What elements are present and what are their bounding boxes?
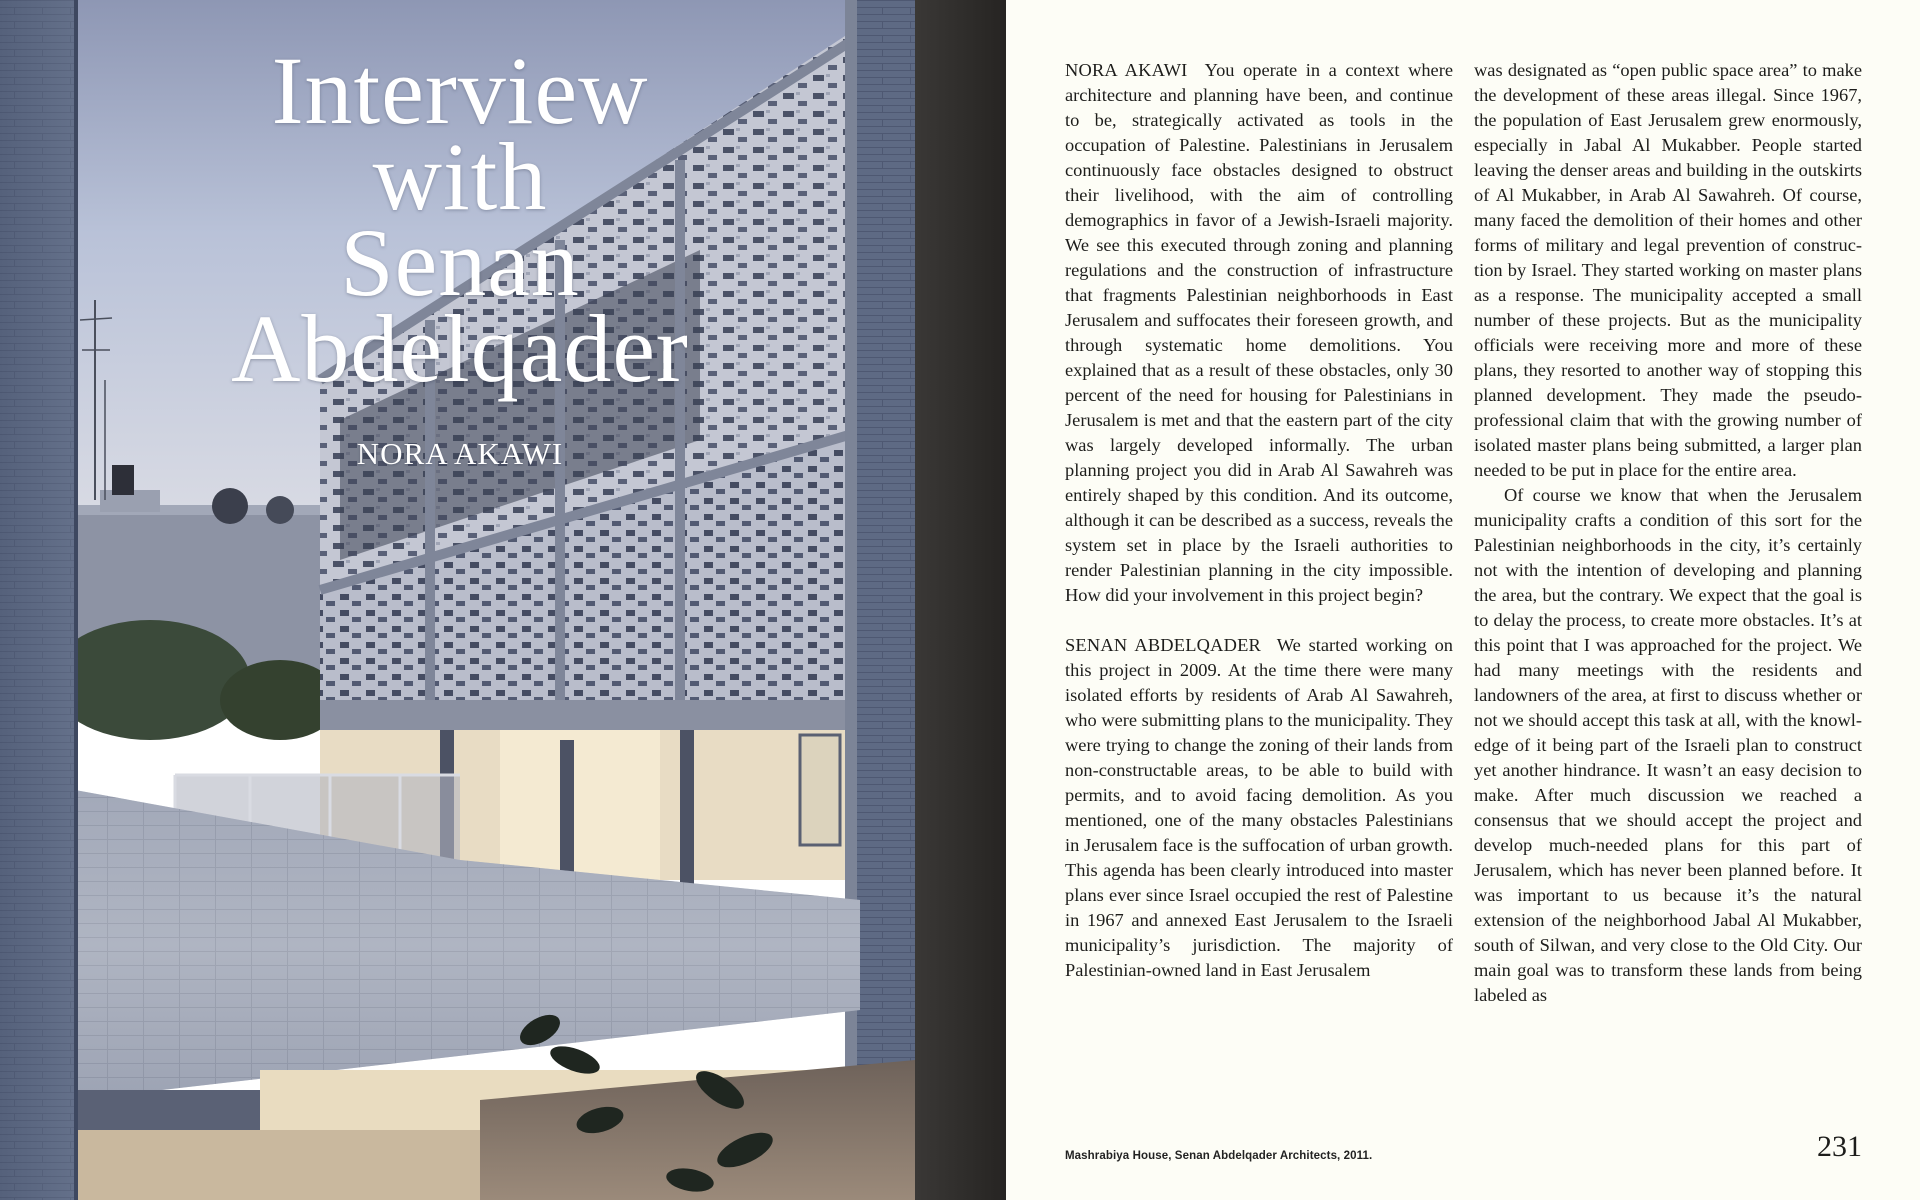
paragraph-text: You operate in a context where architecture and planning have been, and continue to be, strategically activated as tools in the occupation of Palestine. Palestinians in Jerusalem continuously face obstacles designed to obstruct their livelihood, with the aim of controlling demographics in favor of a Jewish-Israeli majority. We see this executed through zoning and planning regulations and the construction of infrastructure that fragments Palestinian neighborhoods in East Jerusalem and suffocates their foreseen growth, and through systematic home demolitions. You explained that as a result of these obstacles, only 30 percent of the need for housing for Palestinians in Jerusalem is met and that the eastern part of the city was largely developed informally. The urban planning project you did in Arab Al Sawahreh was entirely shaped by this condition. And its outcome, although it can be described as a success, reveals the system set in place by the Israeli authorities to render Palestinian planning in the city impossible. How did your involvement in this project begin? [1065, 60, 1453, 605]
title-line: Abdelqader [231, 295, 689, 402]
title-line: Senan [340, 209, 580, 316]
page-number: 231 [1817, 1130, 1862, 1163]
speaker-name: SENAN ABDELQADER [1065, 635, 1261, 655]
photo-caption: Mashrabiya House, Senan Abdelqader Architects, 2011. [1065, 1150, 1373, 1162]
speaker-name: NORA AKAWI [1065, 60, 1188, 80]
text-column-left [1065, 58, 1453, 983]
photo-page [0, 0, 915, 1200]
paragraph-text: Of course we know that when the Jerusalem municipality crafts a condition of this sort for the Palestinian neighborhoods in the city, it’s certainly not with the intention of developing and planning the area, but the contrary. We expect that the goal is to delay the process, to create more obstacles. It’s at this point that I was approached for the project. We had many meetings with the residents and landowners of the area, at first to discuss whether or not we should accept this task at all, with the knowledge of it being part of the Israeli plan to construct yet another hindrance. It wasn’t an easy decision to make. After much discussion we reached a consensus that we should accept the project and develop much-needed plans for this part of Jerusalem, which has never been planned before. It was important to us because it’s the natural extension of the neighborhood Jabal Al Mukabber, south of Silwan, and very close to the Old City. Our main goal was to transform these lands from being labeled as [1474, 485, 1862, 1005]
article-title [160, 37, 760, 402]
interview-paragraph [1065, 633, 1453, 983]
book-gutter [915, 0, 1006, 1200]
interview-paragraph [1065, 58, 1453, 608]
title-line: Interview [271, 37, 649, 144]
paragraph-text: was designated as “open public space area” to make the development of these areas illegal. Since 1967, the population of East Jerusalem grew enormously, especially in Jabal Al Mukabber. People started leaving the denser areas and building in the outskirts of Al Mukabber, in Arab Al Sawahreh. Of course, many faced the demolition of their homes and other forms of military and legal prevention of construction by Israel. They started working on master plans as a response. The municipality accepted a small number of these projects. But as the municipality officials were receiving more and more of these plans, they resorted to another way of stopping this planned development. They made the pseudo-professional claim that with the growing number of isolated master plans being submitted, a larger plan needed to be put in place for the entire area. [1474, 60, 1862, 480]
text-column-right [1474, 58, 1862, 1008]
title-line: with [372, 123, 548, 230]
paragraph-text: We started working on this project in 2009. At the time there were many isolated efforts by residents of Arab Al Sawahreh, who were submitting plans to the municipality. They were trying to change the zoning of their lands from non-constructable areas, to be able to build with permits, and to avoid facing demolition. As you mentioned, one of the many obstacles Palestinians in Jerusalem face is the suffocation of urban growth. This agenda has been clearly introduced into master plans ever since Israel occupied the rest of Palestine in 1967 and annexed East Jerusalem to the Israeli municipality’s jurisdiction. The majority of Palestinian-owned land in East Jerusalem [1065, 635, 1453, 980]
author-byline: NORA AKAWI [356, 436, 564, 471]
text-page [1006, 0, 1920, 1200]
